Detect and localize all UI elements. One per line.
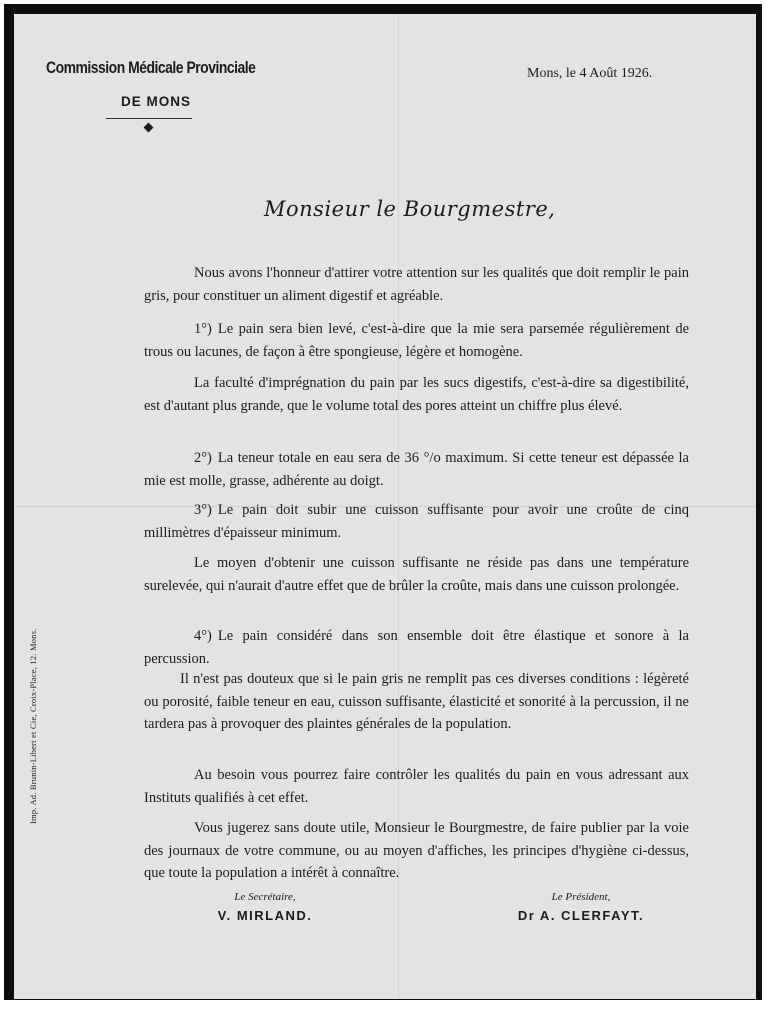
president-role: Le Président, [551, 891, 611, 903]
printer-imprint: Imp. Ad. Brunin-Libert et Cie, Croix-Place, 12. Mons. [28, 628, 38, 824]
intro-paragraph: Nous avons l'honneur d'attirer votre attention sur les qualités que doit remplir le pain gris, pour constituer un aliment digestif et agréable. [144, 265, 689, 304]
point-4-paragraph: 4°) Le pain considéré dans son ensemble doit être élastique et sonore à la percussion. [144, 628, 689, 667]
digestibility-paragraph: La faculté d'imprégnation du pain par les sucs digestifs, c'est-à-dire sa digestibilité, est d'autant plus grande, que le volume total des pores atteint un chiffre plus élevé. [144, 375, 689, 414]
baking-paragraph: Le moyen d'obtenir une cuisson suffisante ne réside pas dans une température surelevée, qui n'aurait d'autre effet que de brûler la croûte, mais dans une cuisson prolongée. [144, 555, 689, 594]
point-1-paragraph: 1°) Le pain sera bien levé, c'est-à-dire que la mie sera parsemée régulièrement de trous ou lacunes, de façon à être spongieuse, légère et homogène. [144, 321, 689, 360]
point-3-paragraph: 3°) Le pain doit subir une cuisson suffisante pour avoir une croûte de cinq millimètres d'épaisseur minimum. [144, 502, 689, 541]
control-paragraph: Au besoin vous pourrez faire contrôler les qualités du pain en vous adressant aux Instituts qualifiés à cet effet. [144, 767, 689, 806]
publication-paragraph: Vous jugerez sans doute utile, Monsieur le Bourgmestre, de faire publier par la voie des journaux de votre commune, ou au moyen d'affiches, les principes d'hygiène ci-dessus, que toute la population a intérêt à connaître. [144, 820, 689, 881]
point-4-number: 4°) [194, 628, 212, 644]
point-1-number: 1°) [194, 321, 212, 337]
salutation: Monsieur le Bourgmestre, [264, 197, 556, 221]
diamond-ornament-icon [144, 123, 154, 133]
date-line: Mons, le 4 Août 1926. [527, 66, 653, 81]
document-frame [4, 4, 762, 1000]
organization-name: Commission Médicale Provinciale [46, 58, 256, 77]
point-3-number: 3°) [194, 502, 212, 518]
point-2-number: 2°) [194, 450, 212, 466]
secretary-role: Le Secrétaire, [234, 891, 296, 903]
point-2-paragraph: 2°) La teneur totale en eau sera de 36 °/o maximum. Si cette teneur est dépassée la mie est molle, grasse, adhérente au doigt. [144, 450, 689, 489]
organization-city: DE MONS [120, 94, 191, 109]
conditions-paragraph: Il n'est pas douteux que si le pain gris ne remplit pas ces diverses conditions : légèreté ou porosité, faible teneur en eau, cuisson suffisante, élasticité et sonorité à la percussion, il ne tardera pas à provoquer des plaintes générales de la population. [144, 671, 689, 732]
president-name: Dr A. CLERFAYT. [517, 908, 645, 923]
letter-page [14, 14, 756, 999]
letterhead-rule [106, 118, 192, 119]
secretary-name: V. MIRLAND. [217, 908, 313, 923]
